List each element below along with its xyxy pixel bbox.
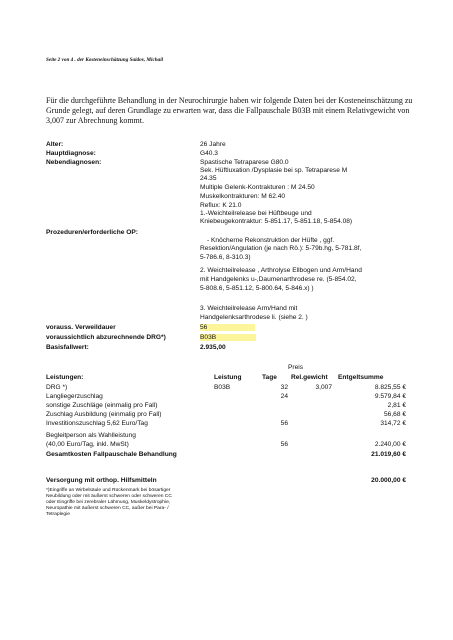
nebendiagnose-3: 24.35 [200,175,217,182]
row-tage: 32 [280,384,288,391]
drg-highlight: B03B [200,334,256,341]
nebendiagnose-5: Muskelkontrakturen: M 62.40 [200,193,286,200]
op2-line1: 2. Weichteilrelease , Arthrolyse Ellbogen und Arm/Hand [200,267,362,274]
op1b-line3: 5-786.6, 8-310.3) [200,254,251,261]
nebendiagnose-2: Sek. Hüftluxation /Dysplasie bei sp. Tetraparese M [200,167,348,174]
col-header-relgewicht: Rel.gewicht [291,374,328,381]
verweildauer-value [200,324,255,332]
nebendiagnose-4: Multiple Gelenk-Kontrakturen : M 24.50 [200,184,315,191]
op2-line2: mit Handgelenks u-,Daumenarthrodese re. (5-854.02, [200,276,357,283]
row-name: Investitionszuschlag 5,62 Euro/Tag [46,420,148,427]
row-entgeltsumme: 314,72 € [380,420,406,427]
row-entgeltsumme: 56,68 € [384,411,406,418]
begleitperson-line1: Begleitperson als Wahlleistung [46,432,136,439]
col-header-tage: Tage [262,374,277,381]
row-entgeltsumme: 9.579,84 € [374,393,406,400]
row-entgeltsumme: 2,81 € [387,402,406,409]
gesamtkosten-value: 21.019,60 € [371,451,406,458]
op1-line1: 1.-Weichteilrelease bei Hüftbeuge und [200,210,312,217]
row-leistung: B03B [214,384,231,391]
op-label: Prozeduren/erforderliche OP: [46,229,138,236]
nebendiagnosen-label: Nebendiagnosen: [46,159,102,166]
versorgung-label: Versorgung mit orthop. Hilfsmitteln [46,477,157,484]
gesamtkosten-label: Gesamtkosten Fallpauschale Behandlung [46,451,177,458]
page-header: Seite 2 von 4 . der Kosteneinschätzung Saidov, Michail [46,57,164,63]
row-name: Zuschlag Ausbildung (einmalig pro Fall) [46,411,162,418]
basisfallwert-label: Basisfallwert: [46,344,89,351]
row-name: sonstige Zuschläge (einmalig pro Fall) [46,402,158,409]
begleitperson-summe: 2.240,00 € [374,441,406,448]
col-header-leistung: Leistung [214,374,242,381]
intro-paragraph: Für die durchgeführte Behandlung in der Neurochirurgie haben wir folgende Daten bei der Kosteneinschätzung zu Grunde gelegt, auf deren Grundlage zu erwarten war, dass die Fallpauschale B03B mit einem Relativgewicht von 3,007 zur Abrechnung kommt. [46,96,413,125]
row-name: Langliegerzuschlag [46,393,103,400]
verweildauer-highlight: 56 [200,324,255,331]
op1b-line2: Resektion/Angulation (je nach Rö.): 5-79b.hg, 5-781.8f, [200,245,362,252]
alter-value: 26 Jahre [200,141,226,148]
op1b-line1: - Knöcherne Rekonstruktion der Hüfte , ggf. [207,237,335,244]
hauptdiagnose-value: G40.3 [200,150,218,157]
footnote-line2: Neubildung oder mit äußerst schweren oder schweren CC [46,494,172,499]
footnote-line5: Tetraplegie [46,512,70,517]
op3-line2: Handgelenksarthrodese li. (siehe 2. ) [200,314,308,321]
begleitperson-line2: (40,00 Euro/Tag, inkl. MwSt) [46,441,129,448]
row-relgewicht: 3,007 [315,384,332,391]
nebendiagnose-6: Reflux: K 21.0 [200,202,242,209]
op3-line1: 3. Weichteilrelease Arm/Hand mit [200,305,298,312]
col-header-leistungen: Leistungen: [46,374,84,381]
op2-line3: 5-808.6, 5-851.12, 5-800.64, 5-846.x) ) [200,285,314,292]
row-name: DRG *) [46,384,68,391]
verweildauer-label: vorauss. Verweildauer [46,324,116,331]
drg-label: voraussichtlich abzurechnende DRG*) [46,334,166,341]
col-header-preis: Preis [288,364,304,371]
nebendiagnose-1: Spastische Tetraparese G80.0 [200,159,289,166]
col-header-entgeltsumme: Entgeltsumme [338,374,384,381]
drg-value [200,334,256,342]
versorgung-value: 20.000,00 € [371,477,406,484]
op1-line2: Kniebeugekontraktur: 5-851.17, 5-851.18, 5-854.08) [200,218,353,225]
row-tage: 56 [280,420,288,427]
footnote-line1: *)Eingriffe an Wirbelsäule und Rückenmark bei bösartiger [46,488,171,493]
footnote-line4: Neuropathie mit äußerst schweren CC, außer bei Para- / [46,506,169,511]
row-tage: 24 [280,393,288,400]
alter-label: Alter: [46,141,64,148]
row-entgeltsumme: 8.825,55 € [374,384,406,391]
footnote-line3: oder Eingriffe bei zerebraler Lähmung, Muskeldystrophie, [46,500,171,505]
basisfallwert-value: 2.935,00 [200,344,226,351]
hauptdiagnose-label: Hauptdiagnose: [46,150,96,157]
begleitperson-tage: 56 [280,441,288,448]
